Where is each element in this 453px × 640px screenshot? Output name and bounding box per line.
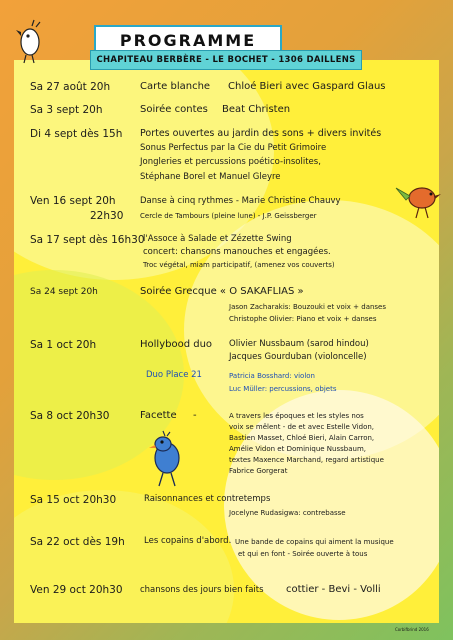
event-line: Troc végétal, miam participatif, (amenez vos couverts) xyxy=(143,261,335,269)
event-title: Soirée contes xyxy=(140,104,208,115)
event-title: Les copains d'abord. xyxy=(144,536,232,546)
bird-top-left-icon xyxy=(14,18,44,64)
event-line: textes Maxence Marchand, regard artistique xyxy=(229,456,384,464)
bird-center-icon xyxy=(145,430,189,490)
event-title: Danse à cinq rythmes - Marie Christine Chauvy xyxy=(140,196,341,206)
subtitle-box xyxy=(90,50,362,70)
event-line: Fabrice Gorgerat xyxy=(229,467,288,475)
event-date: Sa 1 oct 20h xyxy=(30,339,97,351)
event-line: Jocelyne Rudasigwa: contrebasse xyxy=(229,509,346,517)
event-line: Bastien Masset, Chloé Bieri, Alain Carron, xyxy=(229,434,375,442)
event-line: Beat Christen xyxy=(222,104,291,115)
bird-right-icon xyxy=(392,178,442,220)
credit-signature: Corbifbrind 2016 xyxy=(395,627,429,632)
event-line: cottier - Bevi - Volli xyxy=(286,584,381,595)
event-title: Hollybood duo xyxy=(140,339,213,350)
event-date: Sa 24 sept 20h xyxy=(30,287,98,297)
event-line: Luc Müller: percussions, objets xyxy=(229,385,337,393)
event-line: Christophe Olivier: Piano et voix + danses xyxy=(229,315,377,323)
event-title: Carte blanche xyxy=(140,81,211,92)
event-line: Stéphane Borel et Manuel Gleyre xyxy=(140,172,281,182)
bg-blob xyxy=(14,490,234,623)
event-title: Portes ouvertes au jardin des sons + divers invités xyxy=(140,128,382,139)
event-line: Jacques Gourduban (violoncelle) xyxy=(229,352,367,362)
event-line: Jongleries et percussions poético-insolites, xyxy=(140,157,321,167)
page-title: PROGRAMME xyxy=(119,30,257,50)
event-line: concert: chansons manouches et engagées. xyxy=(143,247,331,257)
venue-subtitle: CHAPITEAU BERBÈRE - LE BOCHET - 1306 DAILLENS xyxy=(96,55,356,65)
event-date: Sa 15 oct 20h30 xyxy=(30,494,117,506)
event-title: Soirée Grecque « O SAKAFLIAS » xyxy=(140,286,304,297)
event-line: Chloé Bieri avec Gaspard Glaus xyxy=(228,81,386,92)
event-line: Une bande de copains qui aiment la musique xyxy=(235,538,394,546)
event-title: Cercle de Tambours (pleine lune) - J.P. Geissberger xyxy=(140,212,317,220)
event-title: Facette xyxy=(140,410,177,421)
event-line: Sonus Perfectus par la Cie du Petit Grimoire xyxy=(140,143,327,153)
event-date: Sa 8 oct 20h30 xyxy=(30,410,110,422)
event-title: l'Assoce à Salade et Zézette Swing xyxy=(143,234,292,244)
event-date: Di 4 sept dès 15h xyxy=(30,128,123,140)
event-line: Patricia Bosshard: violon xyxy=(229,372,315,380)
event-date: Ven 16 sept 20h xyxy=(30,195,116,207)
event-line: Jason Zacharakis: Bouzouki et voix + danses xyxy=(229,303,387,311)
event-date: Sa 22 oct dès 19h xyxy=(30,536,125,548)
event-title: Raisonnances et contretemps xyxy=(144,494,271,504)
event-line: voix se mêlent - de et avec Estelle Vidon, xyxy=(229,423,375,431)
event-date: Sa 3 sept 20h xyxy=(30,104,103,116)
event-dash: - xyxy=(193,410,197,421)
event-line: et qui en font - Soirée ouverte à tous xyxy=(238,550,368,558)
event-line: Olivier Nussbaum (sarod hindou) xyxy=(229,339,369,349)
event-line: A travers les époques et les styles nos xyxy=(229,412,364,420)
event-date: Sa 17 sept dès 16h30 xyxy=(30,234,145,246)
event-date: Ven 29 oct 20h30 xyxy=(30,584,123,596)
event-date: 22h30 xyxy=(90,210,124,222)
event-title: chansons des jours bien faits xyxy=(140,585,264,595)
event-line: Amélie Vidon et Dominique Nussbaum, xyxy=(229,445,366,453)
event-date: Sa 27 août 20h xyxy=(30,81,111,93)
event-title: Duo Place 21 xyxy=(146,370,202,380)
